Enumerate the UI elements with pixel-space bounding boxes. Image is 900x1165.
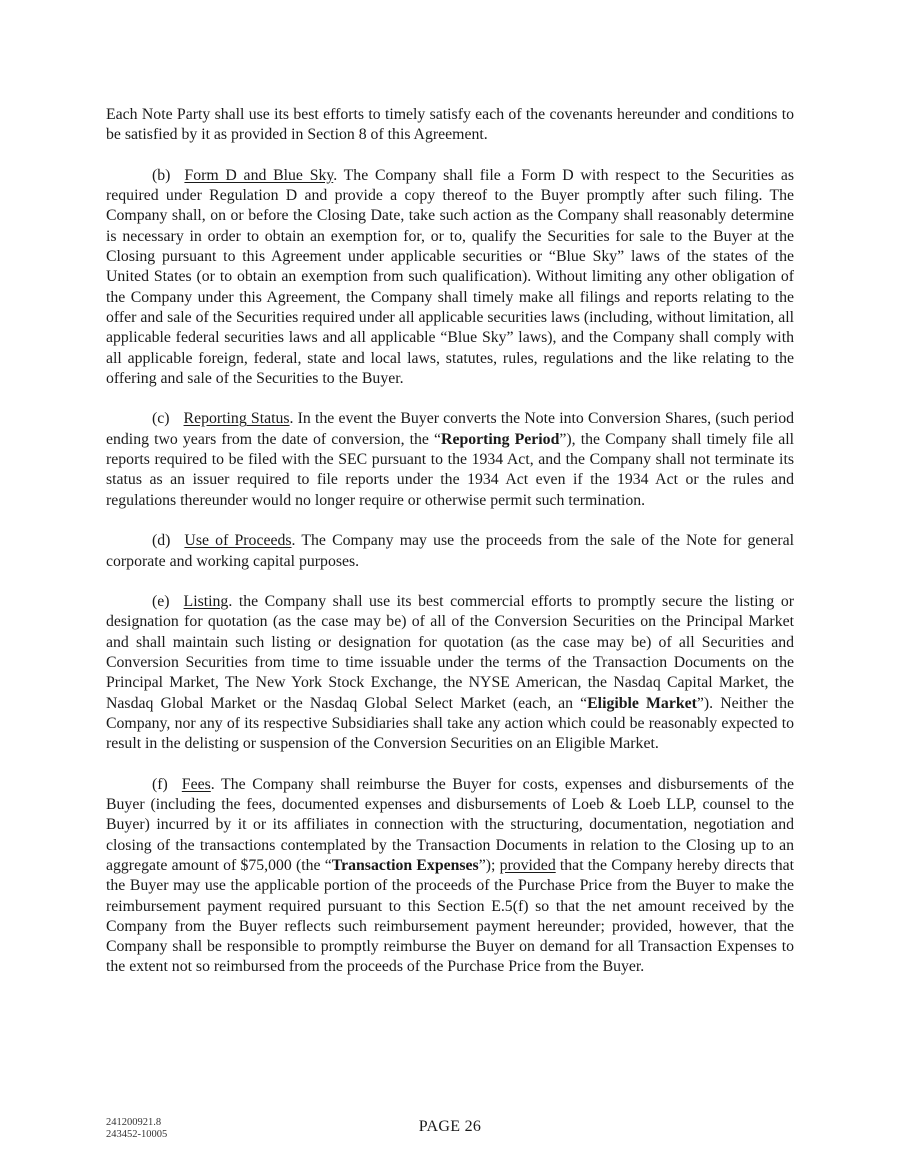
section-f-paragraph xyxy=(106,775,794,978)
section-e-label: (e) xyxy=(152,593,170,611)
section-c-heading: Reporting Status xyxy=(183,410,290,428)
section-f-heading: Fees xyxy=(181,775,211,793)
section-b-paragraph xyxy=(106,166,794,389)
section-b-text: . The Company shall file a Form D with respect to the Securities as required under Regulation D and provide a copy thereof to the Buyer promptly after such filing. The Company shall, on or before the Closing Date, take such action as the Company shall reasonably determine is necessary in order to obtain an exemption for, or to, qualify the Securities for sale to the Buyer at the Closing pursuant to this Agreement under applicable securities or “Blue Sky” laws of the states of the United States (or to obtain an exemption from such qualification). Without limiting any other obligation of the Company under this Agreement, the Company shall timely make all filings and reports relating to the offer and sale of the Securities required under all applicable securities laws (including, without limitation, all applicable federal securities laws and all applicable “Blue Sky” laws), and the Company shall comply with all applicable foreign, federal, state and local laws, statutes, rules, regulations and the like relating to the offering and sale of the Securities to the Buyer. xyxy=(106,166,794,387)
section-c-text-1: . In the event the Buyer converts the Note into Conversion Shares, (such period ending two years from the date of conversion, the “ xyxy=(106,410,794,448)
section-c-text-2: ”), the Company shall timely file all reports required to be filed with the SEC pursuant to the 1934 Act, and the Company shall not terminate its status as an issuer required to file reports under the 1934 Act even if the 1934 Act or the rules and regulations thereunder would no longer require or otherwise permit such termination. xyxy=(106,430,794,509)
section-b-label: (b) xyxy=(152,166,171,184)
section-d-label: (d) xyxy=(152,532,171,550)
section-e-heading: Listing xyxy=(183,593,229,611)
section-e-paragraph xyxy=(106,592,794,754)
page-number: PAGE 26 xyxy=(418,1118,482,1135)
section-c-label: (c) xyxy=(152,410,170,428)
section-f-defined-term: Transaction Expenses xyxy=(331,856,479,874)
footer-doc-id-1: 241200921.8 xyxy=(106,1117,162,1128)
document-body xyxy=(106,105,794,998)
section-f-label: (f) xyxy=(152,775,168,793)
section-d-text: . The Company may use the proceeds from the sale of the Note for general corporate and working capital purposes. xyxy=(106,532,794,570)
section-c-defined-term: Reporting Period xyxy=(441,430,560,448)
section-e-text-2: ”). Neither the Company, nor any of its respective Subsidiaries shall take any action which could be reasonably expected to result in the delisting or suspension of the Conversion Securities on an Eligible Market. xyxy=(106,694,794,753)
section-f-text-1: . The Company shall reimburse the Buyer for costs, expenses and disbursements of the Buyer (including the fees, documented expenses and disbursements of Loeb & Loeb LLP, counsel to the Buyer) incurred by it or its affiliates in connection with the structuring, documentation, negotiation and closing of the transactions contemplated by the Transaction Documents in relation to the Closing up to an aggregate amount of $75,000 (the “ xyxy=(106,775,794,874)
section-e-defined-term: Eligible Market xyxy=(587,694,697,712)
section-c-paragraph xyxy=(106,409,794,510)
footer-doc-id-2: 243452-10005 xyxy=(106,1129,168,1140)
section-d-paragraph xyxy=(106,531,794,572)
intro-paragraph: Each Note Party shall use its best efforts to timely satisfy each of the covenants hereunder and conditions to be satisfied by it as provided in Section 8 of this Agreement. xyxy=(106,106,794,144)
section-e-text-1: . the Company shall use its best commercial efforts to promptly secure the listing or designation for quotation (as the case may be) of all of the Conversion Securities on the Principal Market and shall maintain such listing or designation for quotation (as the case may be) of all Securities and Conversion Securities from time to time issuable under the terms of the Transaction Documents on the Principal Market, The New York Stock Exchange, the NYSE American, the Nasdaq Capital Market, the Nasdaq Global Market or the Nasdaq Global Select Market (each, an “ xyxy=(106,593,794,712)
section-f-provided: provided xyxy=(499,856,556,874)
section-f-text-2: ”); xyxy=(478,856,500,874)
section-f-text-3: that the Company hereby directs that the Buyer may use the applicable portion of the proceeds of the Purchase Price from the Buyer to make the reimbursement payment required pursuant to this Section E.5(f) so that the net amount received by the Company from the Buyer reflects such reimbursement payment hereunder; provided, however, that the Company shall be responsible to promptly reimburse the Buyer on demand for all Transaction Expenses to the extent not so reimbursed from the proceeds of the Purchase Price from the Buyer. xyxy=(106,856,794,976)
section-b-heading: Form D and Blue Sky xyxy=(184,166,334,184)
section-d-heading: Use of Proceeds xyxy=(184,532,292,550)
